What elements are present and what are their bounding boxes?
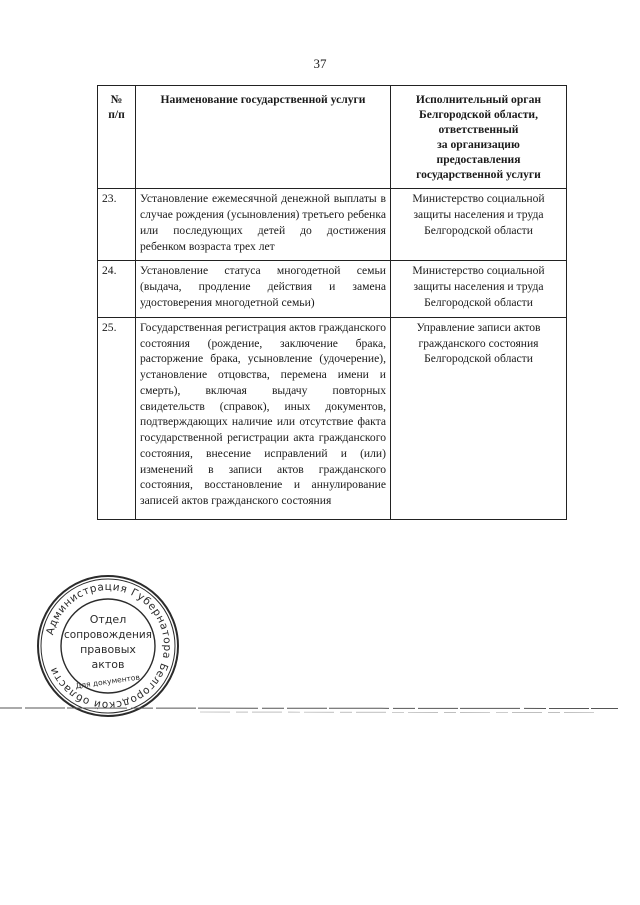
row-executive-body: Министерство социальной защиты населения и труда Белгородской области: [391, 261, 567, 317]
row-number: 24.: [98, 261, 136, 317]
bottom-scan-line: [0, 706, 640, 714]
stamp-ring-text: Администрация Губернатора Белгородской области: [44, 580, 174, 712]
page-number: 37: [313, 56, 327, 71]
row-executive-body: Министерство социальной защиты населения и труда Белгородской области: [391, 189, 567, 261]
row-executive-body: Управление записи актов гражданского состояния Белгородской области: [391, 317, 567, 519]
row-number: 23.: [98, 189, 136, 261]
services-table: [97, 85, 567, 520]
table-row: [98, 261, 567, 317]
stamp-line-3: правовых: [80, 643, 136, 656]
header-number: № п/п: [98, 86, 136, 189]
table-row: [98, 189, 567, 261]
stamp-line-1: Отдел: [89, 613, 127, 626]
stamp-line-2: сопровождения: [64, 629, 152, 641]
stamp-seal-icon: [34, 572, 182, 720]
official-stamp: [34, 572, 182, 720]
header-executive-body: Исполнительный орган Белгородской области, ответственный за организацию предоставления государственной услуги: [391, 86, 567, 189]
table-header-row: [98, 86, 567, 189]
stamp-line-4: актов: [91, 658, 125, 671]
stamp-bottom-text: Для документов: [74, 672, 141, 691]
row-number: 25.: [98, 317, 136, 519]
row-service-name: Государственная регистрация актов гражданского состояния (рождение, заключение брака, расторжение брака, усыновление (удочерение), установление отцовства, перемена имени и смерть), включая выдачу повторных свидетельств (справок), иных документов, подтверждающих наличие или отсутствие факта государственной регистрации акта гражданского состояния, внесение исправлений и (или) изменений в записи актов гражданского состояния, восстановление и аннулирование записей актов гражданского состояния: [136, 317, 391, 519]
row-service-name: Установление ежемесячной денежной выплаты в случае рождения (усыновления) третьего ребенка или последующих детей до достижения ребенком возраста трех лет: [136, 189, 391, 261]
table-row: [98, 317, 567, 519]
header-service-name: Наименование государственной услуги: [136, 86, 391, 189]
row-service-name: Установление статуса многодетной семьи (выдача, продление действия и замена удостоверения многодетной семьи): [136, 261, 391, 317]
